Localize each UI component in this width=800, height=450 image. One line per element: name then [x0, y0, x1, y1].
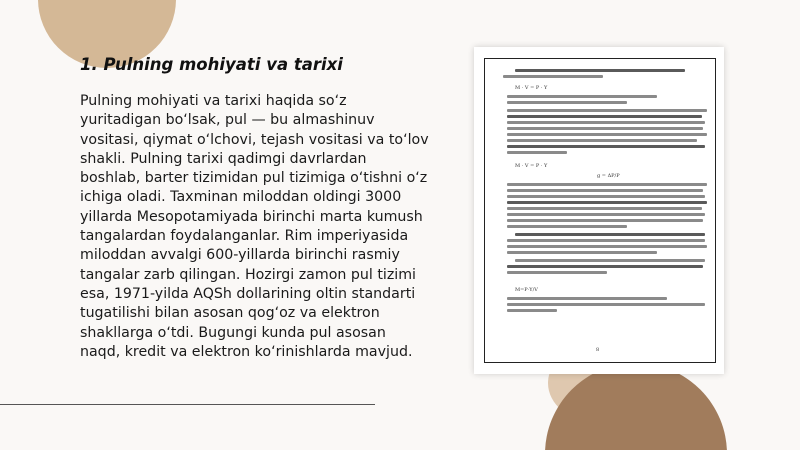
- doc-text-line: [507, 201, 707, 204]
- doc-text-line: [507, 245, 707, 248]
- doc-text-line: [507, 225, 627, 228]
- doc-text-line: [515, 233, 705, 236]
- doc-text-line: [507, 133, 707, 136]
- slide-body-text: Pulning mohiyati va tarixi haqida so‘z yuritadigan bo‘lsak, pul — bu almashinuv vositasi, qiymat o‘lchovi, tejash vositasi va to‘lov shakli. Pulning tarixi qadimgi davrlardan boshlab, barter tizimidan pul tizimiga o‘tishni o‘z ichiga oladi. Taxminan miloddan oldingi 3000 yillarda Mesopotamiyada birinchi marta kumush tangalardan foydalanganlar. Rim imperiyasida miloddan avvalgi 600-yillarda birinchi rasmiy tangalar zarb qilingan. Hozirgi zamon pul tizimi esa, 1971-yilda AQSh dollarining oltin standarti tugatilishi bilan asosan qog‘oz va elektron shakllarga o‘tdi. Bugungi kunda pul asosan naqd, kredit va elektron ko‘rinishlarda mavjud.: [80, 93, 429, 360]
- doc-text-line: [507, 265, 703, 268]
- doc-text-line: [503, 75, 603, 78]
- divider-line: [0, 404, 375, 405]
- doc-text-line: [507, 115, 702, 118]
- doc-text-line: [507, 121, 705, 124]
- doc-text-line: [507, 127, 703, 130]
- slide-title: 1. Pulning mohiyati va tarixi: [80, 55, 343, 74]
- doc-formula-2: M · V = P · Y: [515, 163, 548, 169]
- doc-text-line: [507, 145, 705, 148]
- doc-text-line: [515, 69, 685, 72]
- doc-text-line: [507, 195, 705, 198]
- doc-text-line: [507, 219, 703, 222]
- doc-formula-3: g = ΔP/P: [597, 173, 620, 179]
- doc-text-line: [507, 309, 557, 312]
- doc-text-line: [507, 183, 707, 186]
- doc-text-line: [507, 251, 657, 254]
- doc-text-line: [507, 303, 705, 306]
- doc-text-line: [507, 189, 703, 192]
- doc-text-line: [507, 207, 702, 210]
- doc-page-number: 8: [596, 347, 600, 353]
- doc-text-line: [507, 213, 705, 216]
- doc-formula-1: M · V = P · Y: [515, 85, 548, 91]
- doc-text-line: [507, 95, 657, 98]
- doc-text-line: [507, 139, 697, 142]
- doc-text-line: [507, 271, 607, 274]
- doc-text-line: [507, 239, 705, 242]
- document-page-image: [484, 58, 716, 363]
- doc-formula-4: M=P·Y/V: [515, 287, 538, 293]
- doc-text-line: [507, 297, 667, 300]
- doc-text-line: [507, 109, 707, 112]
- doc-text-line: [507, 151, 567, 154]
- doc-text-line: [507, 101, 627, 104]
- doc-text-line: [515, 259, 705, 262]
